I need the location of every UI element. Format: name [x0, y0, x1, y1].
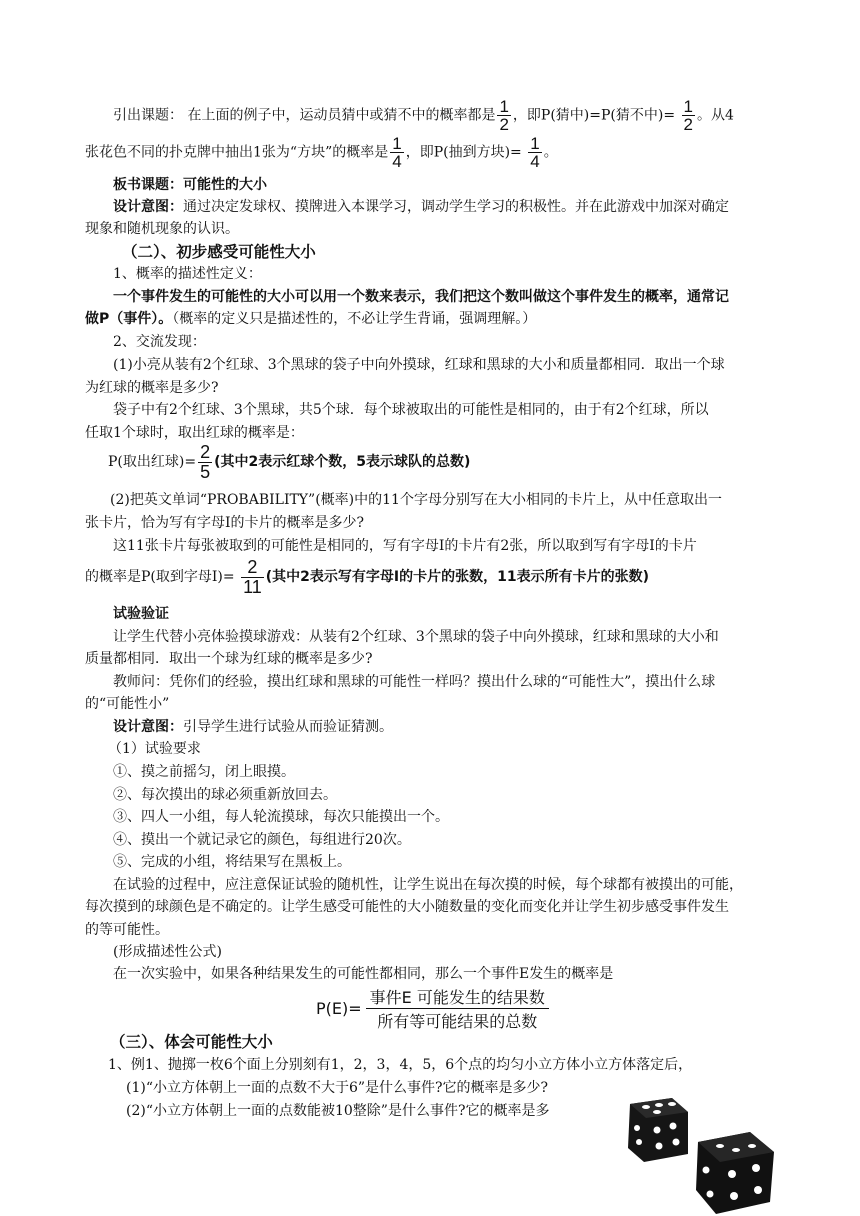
process-line-2: 每次摸到的球颜色是不确定的。让学生感受可能性的大小随数量的变化而变化并让学生初步感受事件发生: [85, 899, 729, 915]
requirement-item: ③、四人一小组，每人轮流摸球，每次只能摸出一个。: [113, 809, 449, 825]
intro-line-2: [85, 135, 785, 170]
design-intent-2-text: 引导学生进行试验从而验证猜测。: [183, 719, 393, 735]
answer-2-line-1: 这11张卡片每张被取到的可能性是相同的，写有字母I的卡片有2张，所以取到写有字母I的卡片: [113, 538, 697, 554]
die-left: [628, 1098, 688, 1162]
teacher-question-1: 教师问：凭你们的经验，摸出红球和黑球的可能性一样吗？摸出什么球的“可能性大”，摸出什么球: [113, 674, 716, 690]
verify-line-2: 质量都相同．取出一个球为红球的概率是多少?: [85, 651, 373, 667]
definition-line-2: [85, 308, 785, 330]
formula-numerator: 事件E 可能发生的结果数: [369, 988, 545, 1007]
verify-line-1: 让学生代替小亮体验摸球游戏：从装有2个红球、3个黑球的袋子中向外摸球，红球和黑球的大小和: [113, 629, 719, 645]
example-1-question-2: (2)“小立方体朝上一面的点数能被10整除”是什么事件?它的概率是多: [126, 1103, 550, 1119]
requirement-item: ①、摸之前摇匀，闭上眼摸。: [113, 764, 295, 780]
dice-illustration: [610, 1090, 790, 1216]
formula-lhs: P(E)=: [316, 999, 362, 1018]
design-intent-2-label: 设计意图：: [113, 719, 183, 735]
section-2-title: （二）、初步感受可能性大小: [122, 243, 316, 261]
intro-text-a: 引出课题： 在上面的例子中，运动员猜中或猜不中的概率都是: [113, 107, 496, 124]
example-1-question-1: (1)“小立方体朝上一面的点数不大于6”是什么事件?它的概率是多少?: [126, 1080, 549, 1096]
intro-line-1: [113, 98, 813, 133]
design-intent-1: [113, 196, 813, 218]
definition-bold-2: 做P（事件）。: [85, 311, 173, 327]
section-3-title: （三）、体会可能性大小: [110, 1033, 273, 1051]
intro-text-c: 。从4: [697, 107, 734, 124]
intro2-text-a: 张花色不同的扑克牌中抽出1张为“方块”的概率是: [85, 144, 389, 161]
design-intent-text: 通过决定发球权、摸牌进入本课学习，调动学生学习的积极性。并在此游戏中加深对确定: [183, 199, 729, 215]
fraction-one-half: $\frac{1}{2}$: [499, 97, 509, 134]
definition-bold-1: 一个事件发生的可能性的大小可以用一个数来表示，我们把这个数叫做这个事件发生的概率，通常记: [113, 289, 729, 305]
exchange-heading: 2、交流发现：: [113, 334, 206, 350]
design-intent-1-cont: 现象和随机现象的认识。: [85, 221, 239, 237]
formula-fraction: [366, 985, 549, 1032]
requirement-item: ②、每次摸出的球必须重新放回去。: [113, 787, 337, 803]
fraction-one-half-2: $\frac{1}{2}$: [683, 97, 693, 134]
probability-formula: [316, 985, 549, 1032]
definition-note: （概率的定义只是描述性的，不必让学生背诵，强调理解。）: [172, 311, 537, 327]
example-1: 1、例1、抛掷一枚6个面上分别刻有1，2，3，4，5，6个点的均匀小立方体小立方体落定后，: [108, 1057, 693, 1073]
formula-sentence: 在一次实验中，如果各种结果发生的可能性都相同，那么一个事件E发生的概率是: [113, 966, 614, 982]
letter-i-note: (其中2表示写有字母I的卡片的张数，11表示所有卡片的张数): [265, 569, 649, 585]
fraction-one-quarter-2: $\frac{1}{4}$: [530, 134, 540, 171]
process-line-1: 在试验的过程中，应注意保证试验的随机性，让学生说出在每次摸的时候，每个球都有被摸出的可能，: [113, 877, 743, 893]
red-ball-probability: [108, 442, 808, 482]
design-intent-2: [113, 716, 813, 738]
intro2-text-b: ，即P(抽到方块)=: [405, 144, 527, 161]
intro2-text-c: 。: [543, 144, 558, 161]
intro-text-b: ，即P(猜中)=P(猜不中)=: [512, 107, 680, 124]
question-1-line-1: (1)小亮从装有2个红球、3个黑球的袋子中向外摸球，红球和黑球的大小和质量都相同．取出一个球: [113, 357, 725, 373]
verify-heading: 试验验证: [113, 606, 169, 622]
die-right: [696, 1132, 774, 1214]
requirement-item: ⑤、完成的小组，将结果写在黑板上。: [113, 854, 351, 870]
formula-intro: (形成描述性公式): [113, 944, 222, 960]
fraction-one-quarter: $\frac{1}{4}$: [392, 134, 402, 171]
red-ball-note: (其中2表示红球个数，5表示球队的总数): [214, 454, 471, 470]
letter-i-probability: [85, 556, 785, 598]
fraction-two-elevenths: $\frac{2}{11}$: [243, 556, 262, 597]
red-ball-label: P(取出红球)=: [108, 454, 197, 470]
question-2-line-1: (2)把英文单词“PROBABILITY”(概率)中的11个字母分别写在大小相同的卡片上，从中任意取出一: [110, 492, 722, 508]
formula-denominator: 所有等可能结果的总数: [366, 1008, 549, 1032]
board-topic: 板书课题：可能性的大小: [113, 177, 267, 193]
teacher-question-2: 的“可能性小”: [85, 696, 170, 712]
process-line-3: 的等可能性。: [85, 922, 169, 938]
letter-i-label: 的概率是P(取到字母I)=: [85, 569, 240, 585]
answer-1-line-1: 袋子中有2个红球、3个黑球，共5个球．每个球被取出的可能性是相同的，由于有2个红球，所以: [113, 402, 709, 418]
question-1-line-2: 为红球的概率是多少?: [85, 380, 219, 396]
definition-heading: 1、概率的描述性定义：: [113, 266, 262, 282]
answer-1-line-2: 任取1个球时，取出红球的概率是：: [85, 425, 304, 441]
requirement-item: ④、摸出一个就记录它的颜色，每组进行20次。: [113, 832, 411, 848]
fraction-two-fifths: $\frac{2}{5}$: [200, 441, 211, 482]
requirements-heading: （1）试验要求: [108, 741, 201, 757]
question-2-line-2: 张卡片，恰为写有字母I的卡片的概率是多少?: [85, 515, 365, 531]
design-intent-label: 设计意图：: [113, 199, 183, 215]
